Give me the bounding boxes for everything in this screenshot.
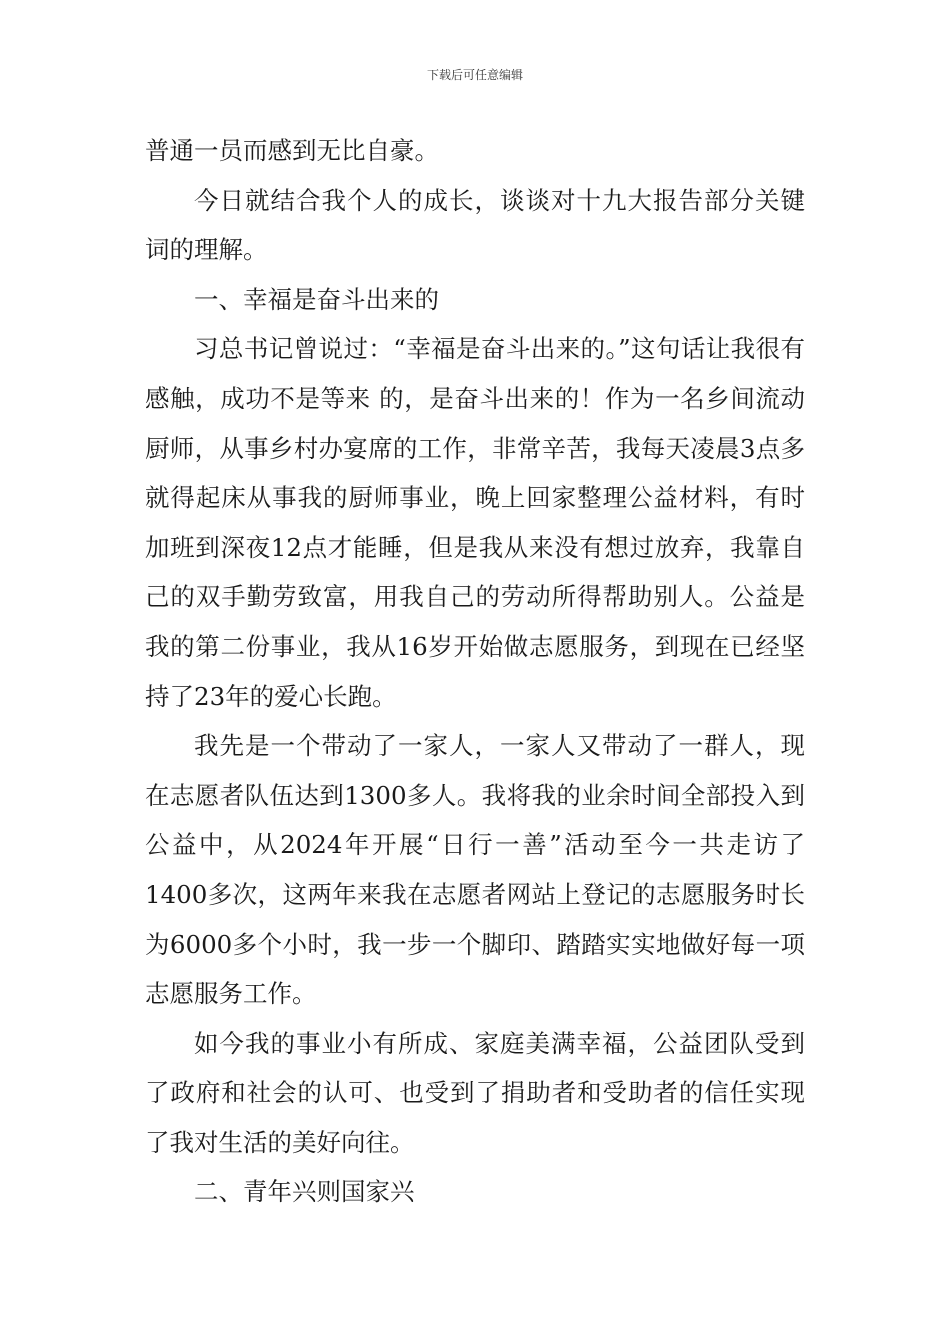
body-paragraph: 我先是一个带动了一家人，一家人又带动了一群人，现在志愿者队伍达到1300多人。我将我的业余时间全部投入到公益中，从2024年开展“日行一善”活动至今一共走访了1400多次，这两年来我在志愿者网站上登记的志愿服务时长为6000多个小时，我一步一个脚印、踏踏实实地做好每一项志愿服务工作。 [145,731,805,1009]
section-heading: 一、幸福是奋斗出来的 [194,284,439,314]
body-paragraph: 如今我的事业小有所成、家庭美满幸福，公益团队受到了政府和社会的认可、也受到了捐助者和受助者的信任实现了我对生活的美好向往。 [145,1028,805,1157]
page-header-note: 下载后可任意编辑 [426,68,523,82]
document-body [145,126,805,1217]
section-heading: 二、青年兴则国家兴 [194,1177,415,1207]
body-paragraph: 今日就结合我个人的成长，谈谈对十九大报告部分关键词的理解。 [145,185,805,265]
body-paragraph: 习总书记曾说过：“幸福是奋斗出来的。”这句话让我很有感触，成功不是等来 的，是奋斗出来的！作为一名乡间流动厨师，从事乡村办宴席的工作，非常辛苦，我每天凌晨3点多就得起床从事我的厨师事业，晚上回家整理公益材料，有时加班到深夜12点才能睡，但是我从来没有想过放弃，我靠自己的双手勤劳致富，用我自己的劳动所得帮助别人。公益是我的第二份事业，我从16岁开始做志愿服务，到现在已经坚持了23年的爱心长跑。 [145,334,805,711]
body-paragraph: 普通一员而感到无比自豪。 [145,136,439,165]
